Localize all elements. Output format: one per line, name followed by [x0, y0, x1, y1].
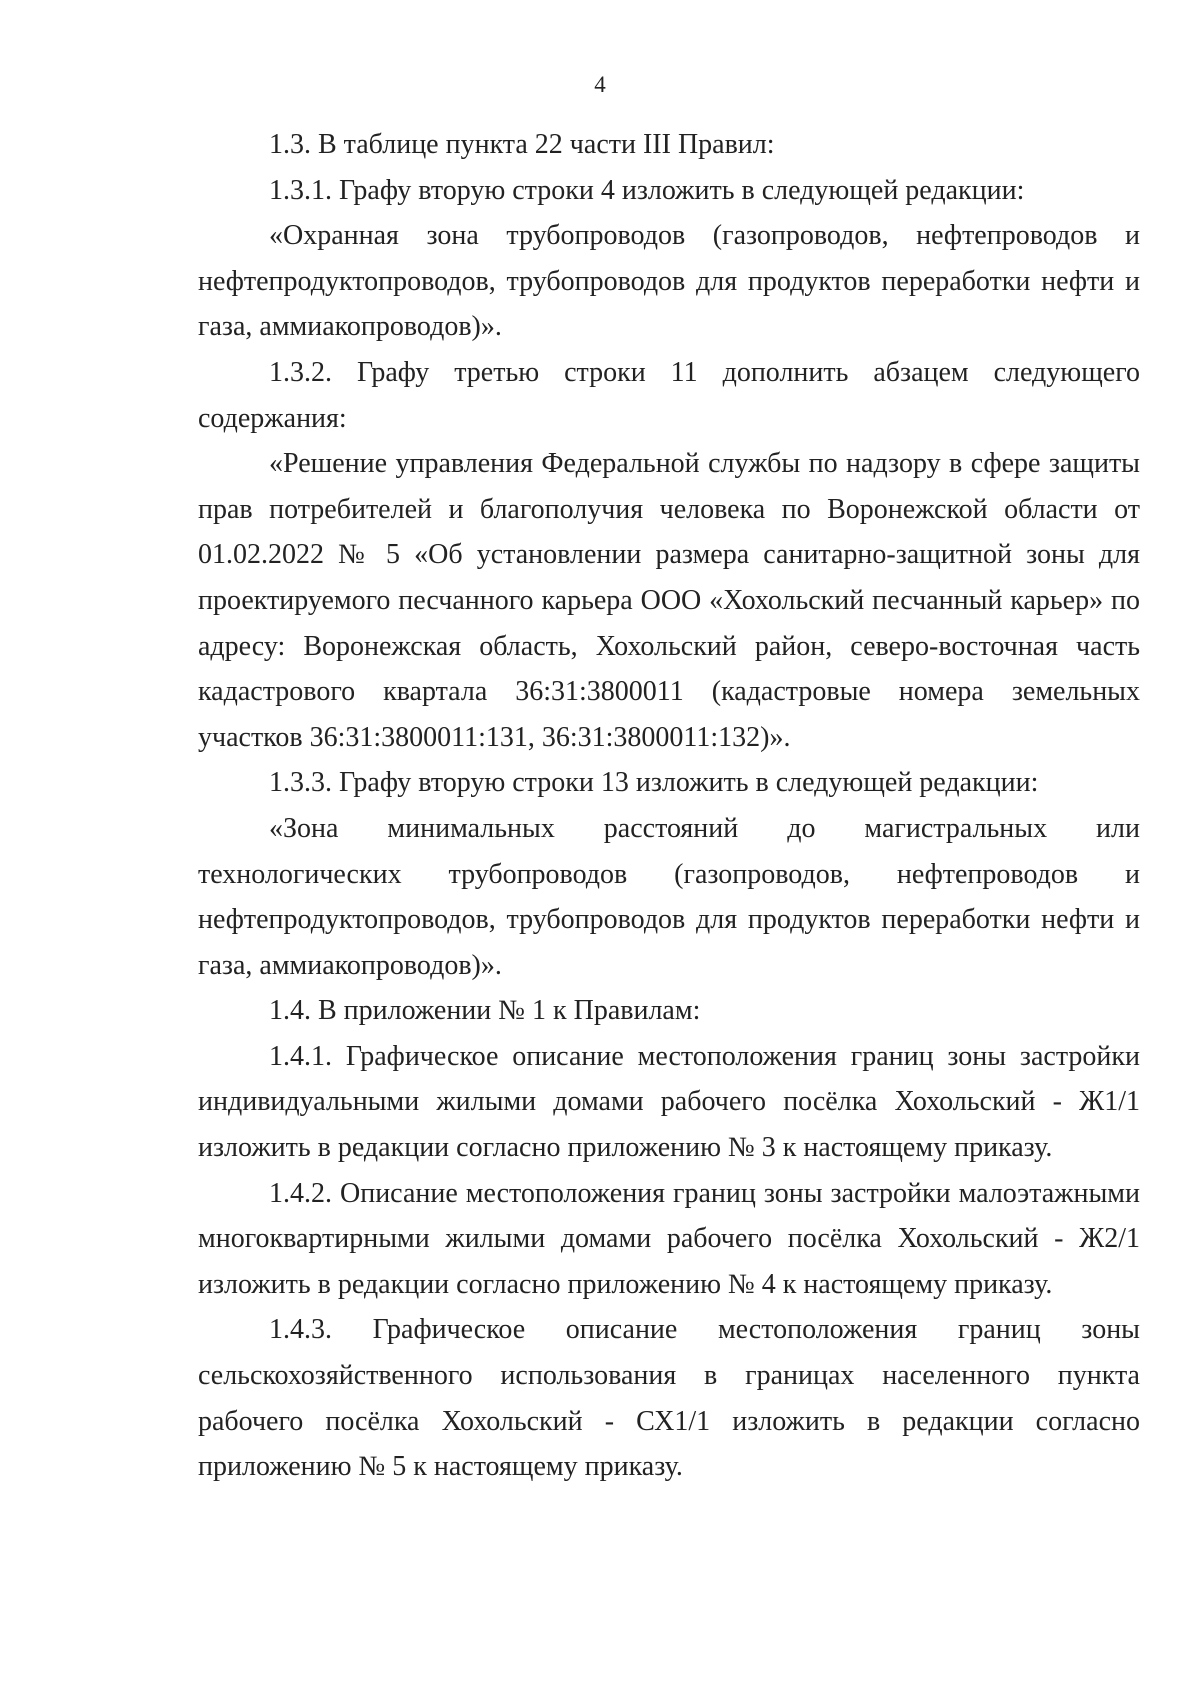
page-number: 4	[594, 72, 606, 97]
paragraph: «Зона минимальных расстояний до магистральных или технологических трубопроводов (газопроводов, нефтепроводов и нефтепродуктопроводов, трубопроводов для продуктов переработки нефти и газа, аммиакопроводов)».	[198, 812, 1140, 981]
paragraph: 1.3. В таблице пункта 22 части III Правил:	[269, 129, 775, 160]
paragraph: 1.4. В приложении № 1 к Правилам:	[269, 995, 701, 1027]
paragraph: 1.3.3. Графу вторую строки 13 изложить в следующей редакции:	[269, 767, 1039, 799]
paragraph: «Решение управления Федеральной службы по надзору в сфере защиты прав потребителей и благополучия человека по Воронежской области от 01.02.2022 № 5 «Об установлении размера санитарно-защитной зоны для проектируемого песчанного карьера ООО «Хохольский песчанный карьер» по адресу: Воронежская область, Хохольский район, северо-восточная часть кадастрового квартала 36:31:3800011 (кадастровые номера земельных участков 36:31:3800011:131, 36:31:3800011:132)».	[198, 448, 1140, 753]
paragraph: 1.3.1. Графу вторую строки 4 изложить в следующей редакции:	[269, 174, 1025, 206]
paragraph: 1.4.3. Графическое описание местоположения границ зоны сельскохозяйственного использования в границах населенного пункта рабочего посёлка Хохольский - СХ1/1 изложить в редакции согласно приложению № 5 к настоящему приказу.	[198, 1314, 1140, 1483]
paragraph: «Охранная зона трубопроводов (газопроводов, нефтепроводов и нефтепродуктопроводов, трубопроводов для продуктов переработки нефти и газа, аммиакопроводов)».	[198, 220, 1140, 343]
document-body	[198, 122, 1140, 1490]
paragraph: 1.3.2. Графу третью строки 11 дополнить абзацем следующего содержания:	[198, 356, 1140, 434]
paragraph: 1.4.1. Графическое описание местоположения границ зоны застройки индивидуальными жилыми домами рабочего посёлка Хохольский - Ж1/1 изложить в редакции согласно приложению № 3 к настоящему приказу.	[198, 1040, 1140, 1164]
paragraph: 1.4.2. Описание местоположения границ зоны застройки малоэтажными многоквартирными жилыми домами рабочего посёлка Хохольский - Ж2/1 изложить в редакции согласно приложению № 4 к настоящему приказу.	[198, 1177, 1140, 1300]
